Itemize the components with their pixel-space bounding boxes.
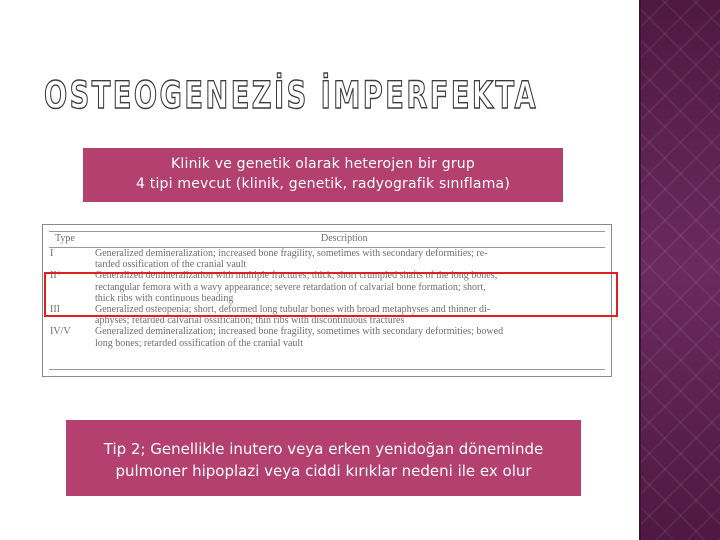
slide-title: [40, 72, 714, 117]
slide-title-text: OSTEOGENEZİS İMPERFEKTA: [44, 74, 714, 117]
row-type: IV/V: [50, 326, 71, 338]
row-type: I: [50, 248, 54, 259]
row-description-line: long bones; retarded ossification of the cranial vault: [95, 337, 303, 349]
header-type: Type: [55, 233, 75, 244]
row-type: II*: [50, 270, 62, 282]
row-description-line: Generalized demineralization; increased bone fragility, sometimes with secondary deformities; bowed: [95, 326, 504, 338]
summary-line-2: 4 tipi mevcut (klinik, genetik, radyografik sınıflama): [136, 176, 510, 192]
table-header: [49, 231, 605, 248]
summary-line-1: Klinik ve genetik olarak heterojen bir grup: [171, 156, 475, 172]
decorative-side-band: [641, 0, 720, 540]
row-description-line: Generalized osteopenia; short, deformed long tubular bones with broad metaphyses and thinner di-: [95, 304, 491, 316]
row-description-line: thick ribs with continuous beading: [95, 292, 234, 304]
note-line-1: Tip 2; Genellikle inutero veya erken yenidoğan döneminde: [103, 440, 544, 458]
header-description: Description: [321, 233, 368, 244]
note-box-bottom: [66, 420, 581, 496]
table-row: [49, 326, 605, 348]
type-ii-highlight-box: [44, 272, 618, 317]
row-description-line: tarded ossification of the cranial vault: [95, 259, 247, 271]
row-description: [95, 326, 605, 348]
table-row: [49, 248, 605, 270]
row-description-line: Generalized demineralization; increased bone fragility, sometimes with secondary deformities; re-: [95, 248, 488, 259]
note-line-2: pulmoner hipoplazi veya ciddi kırıklar nedeni ile ex olur: [115, 462, 532, 480]
row-description-line: rectangular femora with a wavy appearance; severe retardation of calvarial bone formation; short,: [95, 281, 486, 293]
row-description: [95, 248, 605, 270]
row-description-line: Generalized demineralization with multiple fractures; thick, short crumpled shafts of the long bones;: [95, 270, 498, 282]
summary-box-top: [83, 148, 563, 202]
row-description-line: aphyses; retarded calvarial ossification; thin ribs with discontinuous fractures: [95, 315, 405, 327]
table-bottom-rule: [49, 369, 605, 370]
row-type: III: [50, 304, 60, 316]
